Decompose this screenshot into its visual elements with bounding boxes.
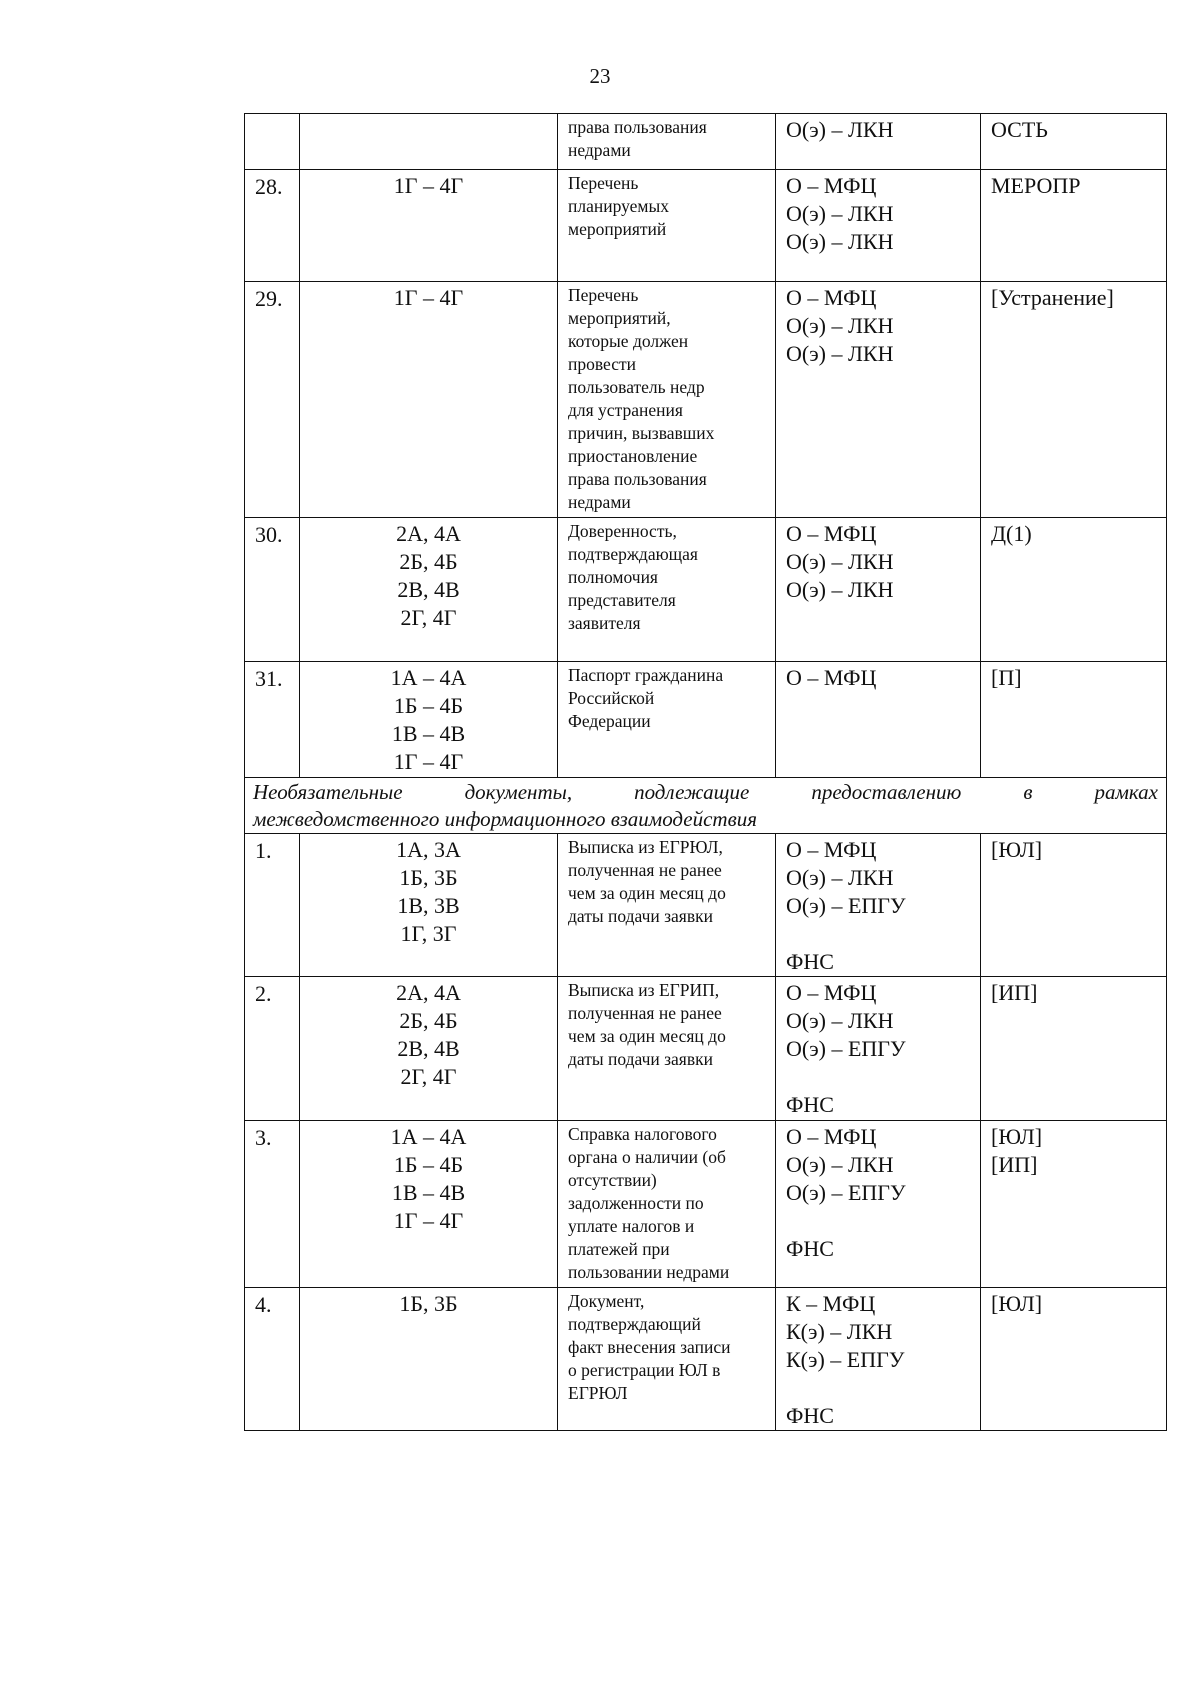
submission-channel: О(э) – ЕПГУ — [786, 1036, 906, 1061]
applicant-codes — [300, 282, 558, 518]
document-name-line: полученная не ранее — [568, 860, 722, 880]
document-tag — [981, 518, 1167, 662]
source-agency: ФНС — [786, 1092, 834, 1117]
document-name — [558, 114, 776, 170]
document-name-line: о регистрации ЮЛ в — [568, 1360, 721, 1380]
table-row — [245, 170, 1167, 282]
applicant-code: 1Б, 3Б — [399, 1291, 458, 1316]
document-name-line: полномочия — [568, 567, 658, 587]
document-name-line: задолженности по — [568, 1193, 704, 1213]
table-row — [245, 834, 1167, 977]
document-tag — [981, 977, 1167, 1121]
section-heading-word: предоставлению — [811, 780, 962, 804]
document-name-line: Российской — [568, 688, 655, 708]
document-name — [558, 1121, 776, 1288]
document-tag-line: ОСТЬ — [991, 117, 1048, 142]
document-tag-line: [ИП] — [991, 1152, 1038, 1177]
applicant-code: 1Г – 4Г — [393, 1208, 464, 1233]
table-row — [245, 1121, 1167, 1288]
document-tag-line: [П] — [991, 665, 1022, 690]
applicant-code: 1Б – 4Б — [393, 693, 464, 718]
submission-channels — [776, 662, 981, 778]
submission-channels — [776, 977, 981, 1121]
document-tag-line: Д(1) — [991, 521, 1032, 546]
table-row — [245, 662, 1167, 778]
section-heading-word: подлежащие — [634, 780, 750, 804]
submission-channel: О – МФЦ — [786, 521, 877, 546]
submission-channel: О(э) – ЛКН — [786, 549, 894, 574]
document-name-line: чем за один месяц до — [568, 1026, 726, 1046]
document-name-line: недрами — [568, 140, 631, 160]
row-number: 30. — [245, 518, 300, 662]
document-name-line: полученная не ранее — [568, 1003, 722, 1023]
submission-channel: О – МФЦ — [786, 285, 877, 310]
document-tag — [981, 282, 1167, 518]
submission-channel: О – МФЦ — [786, 173, 877, 198]
document-name-line: отсутствии) — [568, 1170, 657, 1190]
row-number — [245, 114, 300, 170]
applicant-code: 2В, 4В — [397, 1036, 460, 1061]
section-heading-body — [245, 778, 1167, 834]
applicant-code: 1Б, 3Б — [399, 865, 458, 890]
section-heading-word: рамках — [1094, 780, 1158, 804]
applicant-code: 1А, 3А — [396, 837, 461, 862]
document-tag-line: [ЮЛ] — [991, 1291, 1043, 1316]
applicant-code: 2Б, 4Б — [399, 1008, 458, 1033]
submission-channels — [776, 170, 981, 282]
document-name — [558, 518, 776, 662]
document-tag-line: [ИП] — [991, 980, 1038, 1005]
row-number: 4. — [245, 1288, 300, 1431]
submission-channel: О – МФЦ — [786, 837, 877, 862]
table-row — [245, 977, 1167, 1121]
row-number: 28. — [245, 170, 300, 282]
document-name-line: органа о наличии (об — [568, 1147, 726, 1167]
table-row — [245, 282, 1167, 518]
section-heading-word: Необязательные — [253, 780, 403, 804]
document-name-line: права пользования — [568, 469, 707, 489]
applicant-code: 1Г – 4Г — [393, 173, 464, 198]
applicant-codes — [300, 834, 558, 977]
row-number: 1. — [245, 834, 300, 977]
document-name-line: представителя — [568, 590, 676, 610]
applicant-code: 2Г, 4Г — [400, 605, 457, 630]
document-name-line: права пользования — [568, 117, 707, 137]
document-tag-line: МЕРОПР — [991, 173, 1081, 198]
submission-channel: О – МФЦ — [786, 665, 877, 690]
submission-channel: О(э) – ЛКН — [786, 1008, 894, 1033]
applicant-code: 2А, 4А — [396, 521, 461, 546]
document-name-line: Перечень — [568, 173, 639, 193]
submission-channels — [776, 1121, 981, 1288]
submission-channel: К(э) – ЕПГУ — [786, 1347, 905, 1372]
submission-channel: О(э) – ЛКН — [786, 313, 894, 338]
document-tag — [981, 170, 1167, 282]
section-heading-word: в — [1023, 780, 1033, 804]
document-name-line: Перечень — [568, 285, 639, 305]
applicant-codes — [300, 170, 558, 282]
document-name-line: недрами — [568, 492, 631, 512]
section-heading-word: документы, — [464, 780, 573, 804]
submission-channels — [776, 518, 981, 662]
table-body-top — [245, 114, 1167, 778]
document-name-line: Документ, — [568, 1291, 645, 1311]
document-name-line: мероприятий, — [568, 308, 671, 328]
document-name-line: пользователь недр — [568, 377, 705, 397]
applicant-code: 1Г, 3Г — [400, 921, 457, 946]
document-name-line: заявителя — [568, 613, 641, 633]
document-name-line: Паспорт гражданина — [568, 665, 724, 685]
document-name-line: даты подачи заявки — [568, 1049, 713, 1069]
document-name-line: Федерации — [568, 711, 651, 731]
submission-channel: О(э) – ЕПГУ — [786, 893, 906, 918]
applicant-codes — [300, 1121, 558, 1288]
document-name-line: платежей при — [568, 1239, 670, 1259]
document-name-line: факт внесения записи — [568, 1337, 731, 1357]
documents-table — [244, 113, 1167, 1431]
document-tag — [981, 834, 1167, 977]
document-name-line: Выписка из ЕГРИП, — [568, 980, 720, 1000]
applicant-code: 1А – 4А — [390, 665, 467, 690]
document-name-line: мероприятий — [568, 219, 667, 239]
section-heading — [245, 778, 1167, 834]
table-row — [245, 1288, 1167, 1431]
table-row — [245, 114, 1167, 170]
submission-channels — [776, 1288, 981, 1431]
applicant-code: 1Г – 4Г — [393, 285, 464, 310]
document-tag — [981, 1121, 1167, 1288]
submission-channel: О(э) – ЕПГУ — [786, 1180, 906, 1205]
submission-channel: О – МФЦ — [786, 980, 877, 1005]
document-name-line: причин, вызвавших — [568, 423, 715, 443]
submission-channel: К(э) – ЛКН — [786, 1319, 893, 1344]
applicant-code: 1В – 4В — [391, 721, 466, 746]
source-agency: ФНС — [786, 949, 834, 974]
applicant-codes — [300, 662, 558, 778]
applicant-codes — [300, 518, 558, 662]
applicant-code: 1Б – 4Б — [393, 1152, 464, 1177]
document-tag — [981, 1288, 1167, 1431]
document-name-line: уплате налогов и — [568, 1216, 695, 1236]
row-number: 29. — [245, 282, 300, 518]
applicant-codes — [300, 1288, 558, 1431]
submission-channel: О(э) – ЛКН — [786, 865, 894, 890]
submission-channel: О – МФЦ — [786, 1124, 877, 1149]
submission-channel: О(э) – ЛКН — [786, 229, 894, 254]
source-agency: ФНС — [786, 1403, 834, 1428]
document-name — [558, 834, 776, 977]
submission-channels — [776, 834, 981, 977]
document-name-line: которые должен — [568, 331, 689, 351]
document-name — [558, 282, 776, 518]
document-name-line: даты подачи заявки — [568, 906, 713, 926]
document-name-line: Доверенность, — [568, 521, 677, 541]
submission-channel: О(э) – ЛКН — [786, 341, 894, 366]
applicant-codes — [300, 977, 558, 1121]
applicant-code: 1А – 4А — [390, 1124, 467, 1149]
submission-channel: О(э) – ЛКН — [786, 1152, 894, 1177]
document-name-line: Выписка из ЕГРЮЛ, — [568, 837, 723, 857]
section-heading-line-2: межведомственного информационного взаимодействия — [253, 807, 757, 831]
document-name-line: приостановление — [568, 446, 698, 466]
section-heading-row — [245, 778, 1167, 834]
document-tag-line: [ЮЛ] — [991, 1124, 1043, 1149]
document-tag — [981, 662, 1167, 778]
document-name-line: провести — [568, 354, 637, 374]
submission-channel: К – МФЦ — [786, 1291, 876, 1316]
document-name-line: подтверждающий — [568, 1314, 701, 1334]
row-number: 2. — [245, 977, 300, 1121]
document-name — [558, 662, 776, 778]
source-agency: ФНС — [786, 1236, 834, 1261]
applicant-code: 1В, 3В — [397, 893, 460, 918]
document-name — [558, 977, 776, 1121]
applicant-code: 2А, 4А — [396, 980, 461, 1005]
applicant-code: 2Г, 4Г — [400, 1064, 457, 1089]
document-tag-line: [Устранение] — [991, 285, 1114, 310]
submission-channels — [776, 282, 981, 518]
applicant-codes — [300, 114, 558, 170]
submission-channel: О(э) – ЛКН — [786, 577, 894, 602]
document-name-line: подтверждающая — [568, 544, 698, 564]
applicant-code: 2Б, 4Б — [399, 549, 458, 574]
submission-channels — [776, 114, 981, 170]
document-name — [558, 170, 776, 282]
page-number: 23 — [589, 64, 611, 88]
row-number: 31. — [245, 662, 300, 778]
document-tag — [981, 114, 1167, 170]
document-name-line: пользовании недрами — [568, 1262, 730, 1282]
row-number: 3. — [245, 1121, 300, 1288]
submission-channel: О(э) – ЛКН — [786, 117, 894, 142]
submission-channel: О(э) – ЛКН — [786, 201, 894, 226]
document-name-line: Справка налогового — [568, 1124, 717, 1144]
document-name-line: ЕГРЮЛ — [568, 1383, 628, 1403]
table-body-bottom — [245, 834, 1167, 1431]
applicant-code: 2В, 4В — [397, 577, 460, 602]
document-name — [558, 1288, 776, 1431]
table-row — [245, 518, 1167, 662]
document-name-line: чем за один месяц до — [568, 883, 726, 903]
applicant-code: 1В – 4В — [391, 1180, 466, 1205]
applicant-code: 1Г – 4Г — [393, 749, 464, 774]
document-name-line: для устранения — [568, 400, 683, 420]
document-tag-line: [ЮЛ] — [991, 837, 1043, 862]
section-heading-line-1 — [253, 779, 1158, 806]
document-name-line: планируемых — [568, 196, 669, 216]
